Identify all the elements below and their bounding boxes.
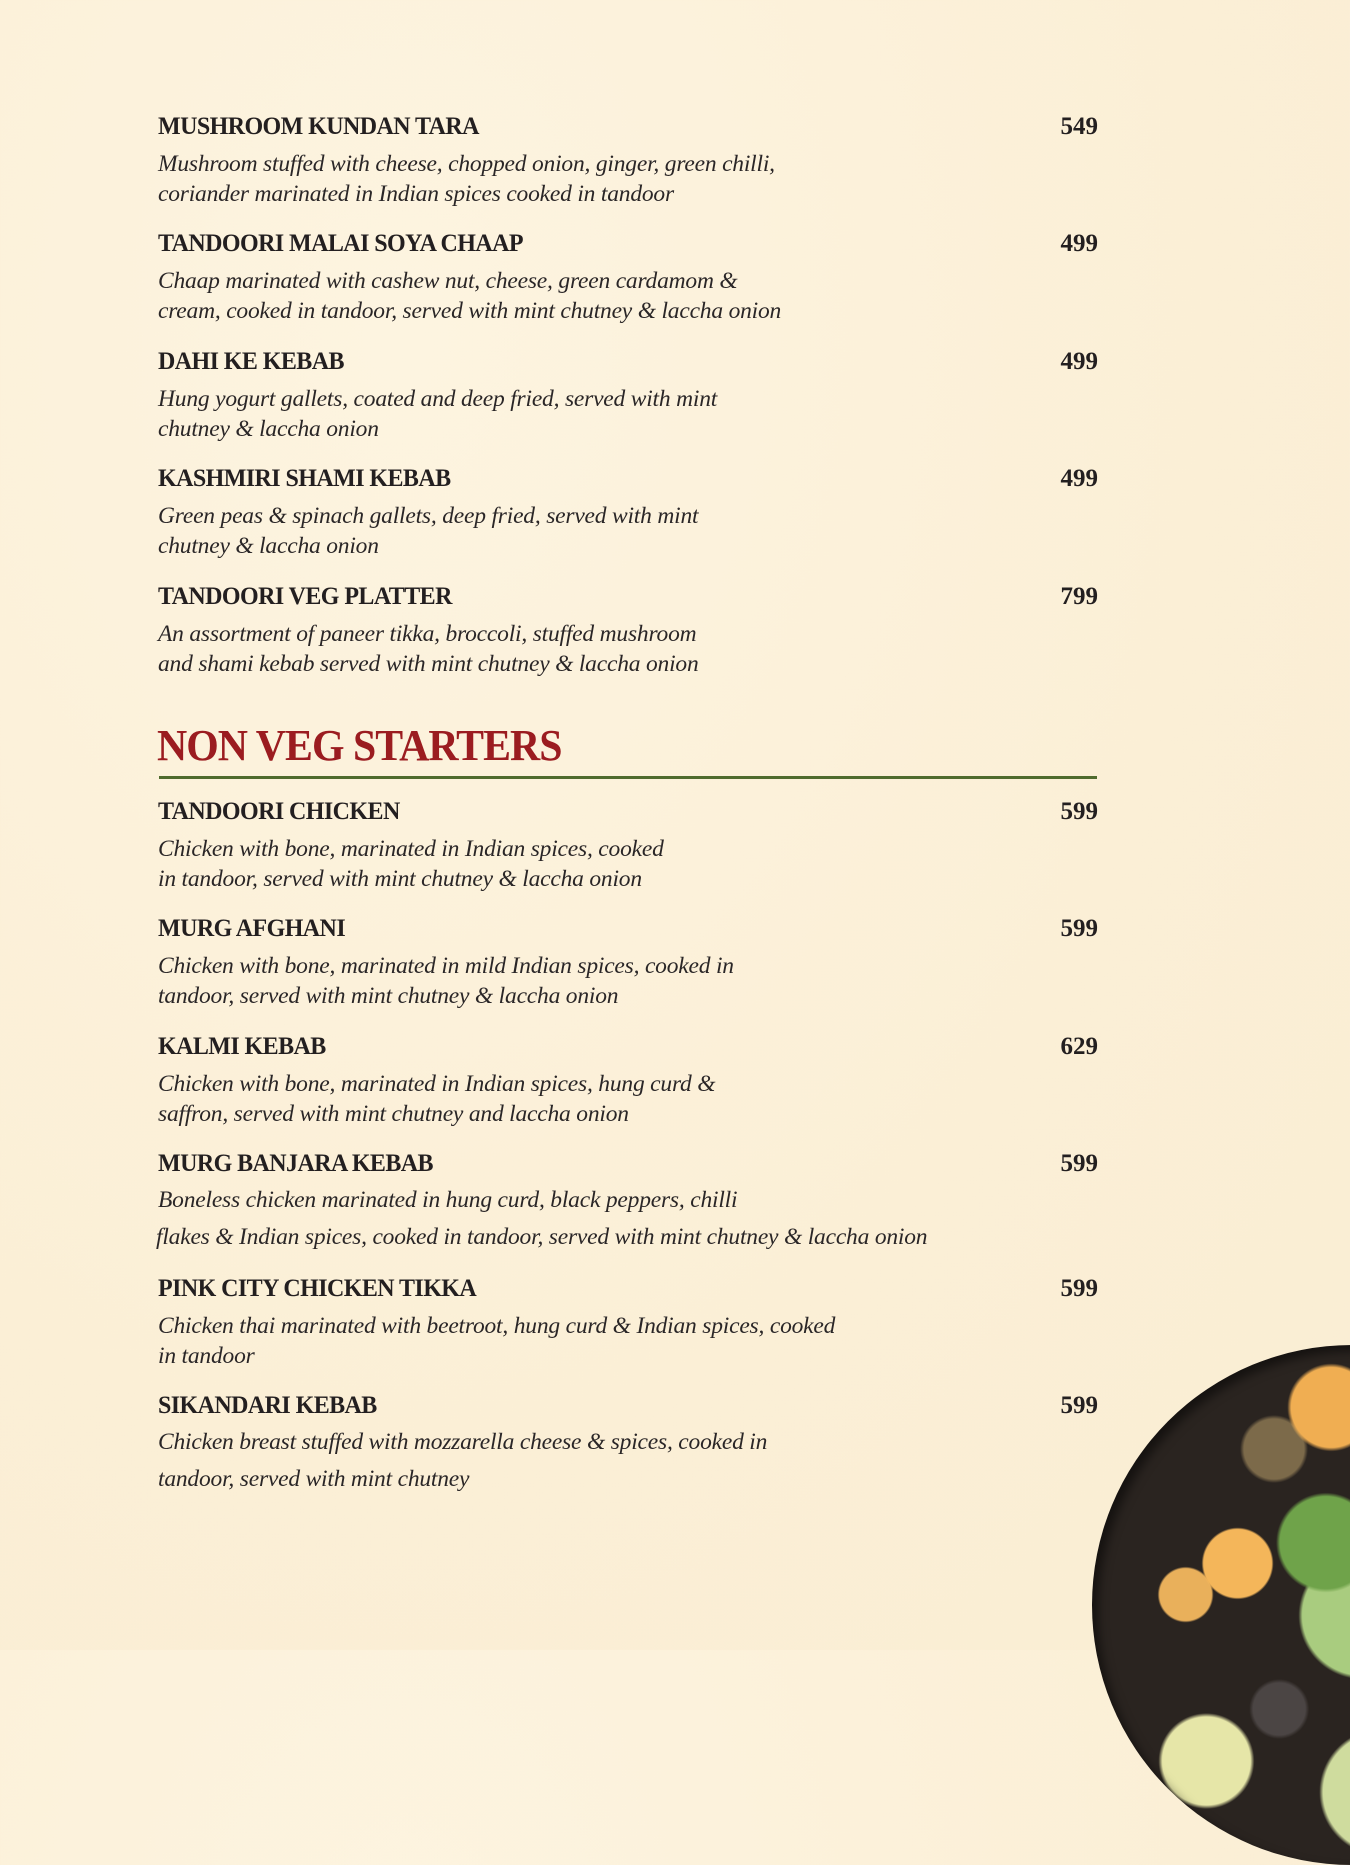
item-description: [158, 1069, 1098, 1129]
desc-line: chutney & laccha onion: [158, 416, 379, 442]
desc-line: coriander marinated in Indian spices cooked in tandoor: [158, 181, 674, 207]
menu-item-murg-afghani: [158, 914, 1098, 1011]
desc-line: Hung yogurt gallets, coated and deep fried, served with mint: [158, 386, 718, 412]
item-price: 599: [1060, 915, 1098, 942]
desc-line: Mushroom stuffed with cheese, chopped onion, ginger, green chilli,: [158, 151, 775, 177]
menu-item-kashmiri-shami-kebab: [158, 464, 1098, 561]
menu-item-tandoori-malai-soya-chaap: [158, 229, 1098, 326]
desc-line: Chicken with bone, marinated in Indian spices, hung curd &: [158, 1071, 716, 1097]
item-price: 599: [1060, 798, 1098, 825]
desc-line: tandoor, served with mint chutney: [158, 1466, 470, 1492]
item-name: SIKANDARI KEBAB: [158, 1392, 377, 1419]
menu-item-dahi-ke-kebab: [158, 347, 1098, 444]
item-price: 499: [1060, 465, 1098, 492]
desc-line: in tandoor, served with mint chutney & laccha onion: [158, 866, 642, 892]
item-name: TANDOORI CHICKEN: [158, 798, 400, 825]
item-description: [158, 1424, 1098, 1498]
desc-line: cream, cooked in tandoor, served with mint chutney & laccha onion: [158, 298, 782, 324]
item-name: TANDOORI MALAI SOYA CHAAP: [158, 230, 523, 257]
desc-line: Boneless chicken marinated in hung curd, black peppers, chilli: [158, 1187, 738, 1213]
item-name: PINK CITY CHICKEN TIKKA: [158, 1275, 477, 1302]
food-photo: [1092, 1345, 1350, 1865]
item-name: TANDOORI VEG PLATTER: [158, 583, 452, 610]
item-price: 499: [1060, 348, 1098, 375]
item-price: 499: [1060, 230, 1098, 257]
desc-line: Green peas & spinach gallets, deep fried, served with mint: [158, 503, 699, 529]
item-description: [158, 619, 1098, 679]
item-price: 599: [1060, 1392, 1098, 1419]
item-description: [158, 149, 1098, 209]
desc-line: An assortment of paneer tikka, broccoli, stuffed mushroom: [158, 621, 697, 647]
desc-line: flakes & Indian spices, cooked in tandoor, served with mint chutney & laccha onion: [156, 1224, 928, 1250]
desc-line: Chicken breast stuffed with mozzarella cheese & spices, cooked in: [158, 1429, 768, 1455]
menu-item-sikandari-kebab: [158, 1391, 1098, 1498]
desc-line: Chicken with bone, marinated in Indian spices, cooked: [158, 836, 664, 862]
desc-line: Chicken with bone, marinated in mild Indian spices, cooked in: [158, 953, 734, 979]
section-divider: [159, 776, 1097, 779]
desc-line: saffron, served with mint chutney and laccha onion: [158, 1101, 629, 1127]
item-name: KASHMIRI SHAMI KEBAB: [158, 465, 451, 492]
item-price: 799: [1060, 583, 1098, 610]
desc-line: in tandoor: [158, 1343, 255, 1369]
desc-line: tandoor, served with mint chutney & laccha onion: [158, 983, 619, 1009]
item-description: [158, 501, 1098, 561]
item-name: MURG AFGHANI: [158, 915, 346, 942]
menu-item-tandoori-veg-platter: [158, 582, 1098, 679]
menu-item-murg-banjara-kebab: [158, 1149, 1098, 1256]
item-name: MURG BANJARA KEBAB: [158, 1150, 433, 1177]
section-heading-non-veg-starters: NON VEG STARTERS: [157, 721, 562, 770]
menu-item-kalmi-kebab: [158, 1032, 1098, 1129]
item-description: [158, 1182, 1098, 1256]
item-price: 549: [1060, 113, 1098, 140]
item-name: MUSHROOM KUNDAN TARA: [158, 113, 479, 140]
item-name: KALMI KEBAB: [158, 1033, 326, 1060]
item-description: [158, 384, 1098, 444]
desc-line: chutney & laccha onion: [158, 533, 379, 559]
menu-item-mushroom-kundan-tara: [158, 112, 1098, 209]
item-description: [158, 266, 1098, 326]
item-price: 599: [1060, 1150, 1098, 1177]
menu-item-pink-city-chicken-tikka: [158, 1274, 1098, 1371]
item-name: DAHI KE KEBAB: [158, 348, 344, 375]
item-description: [158, 1311, 1098, 1371]
item-price: 599: [1060, 1275, 1098, 1302]
item-description: [158, 951, 1098, 1011]
desc-line: Chicken thai marinated with beetroot, hung curd & Indian spices, cooked: [158, 1313, 836, 1339]
desc-line: Chaap marinated with cashew nut, cheese, green cardamom &: [158, 268, 738, 294]
desc-line: and shami kebab served with mint chutney & laccha onion: [158, 651, 699, 677]
item-price: 629: [1060, 1033, 1098, 1060]
menu-item-tandoori-chicken: [158, 797, 1098, 894]
item-description: [158, 834, 1098, 894]
